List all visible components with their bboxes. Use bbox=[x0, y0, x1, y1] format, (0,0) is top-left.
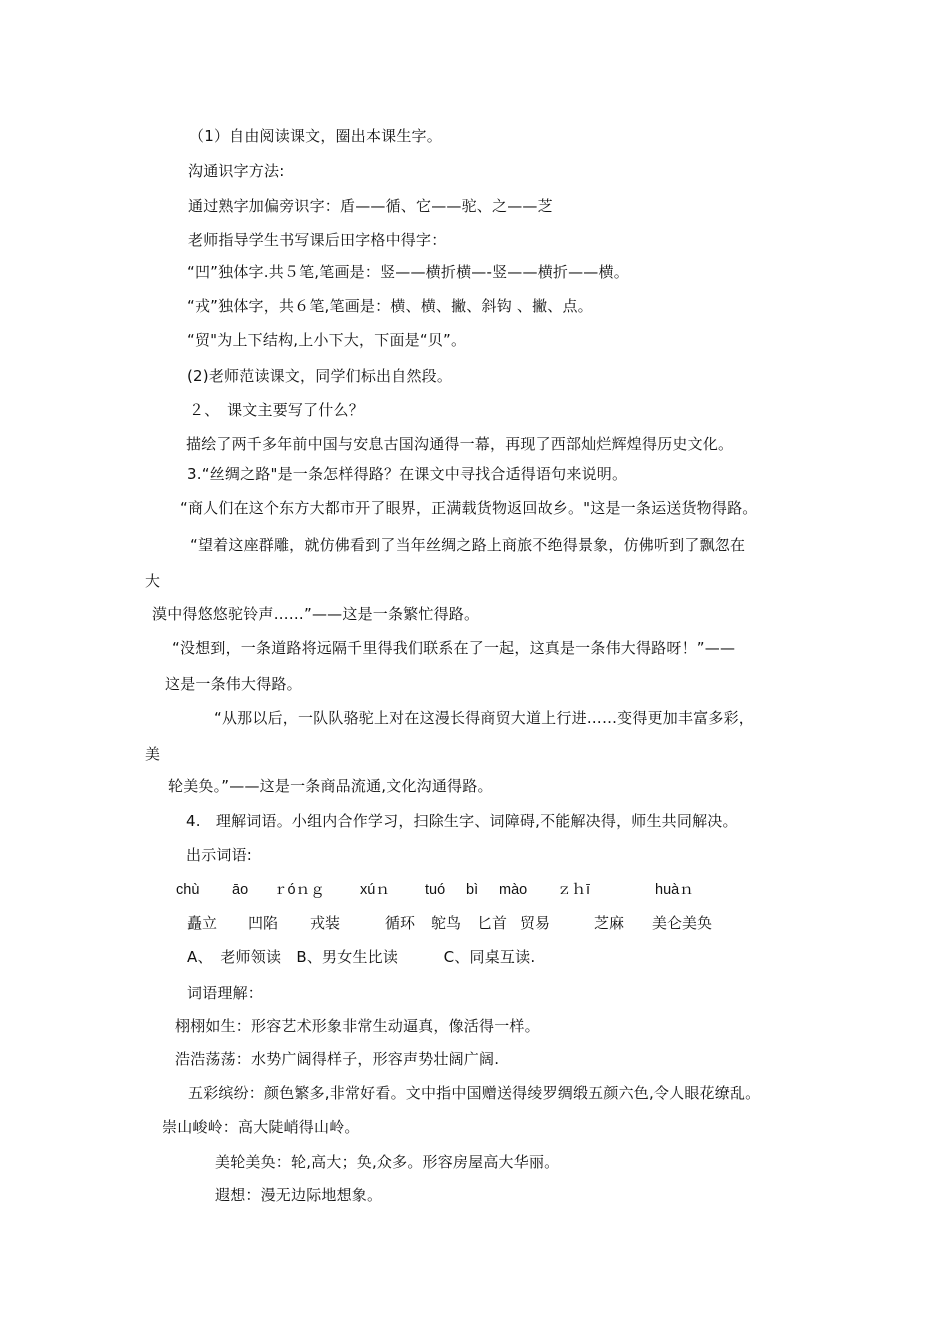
vocab-word: 戎装 bbox=[310, 914, 341, 932]
text-line: 词语理解： bbox=[187, 984, 264, 1002]
text-line: “从那以后，一队队骆驼上对在这漫长得商贸大道上行进……变得更加丰富多彩， bbox=[214, 709, 754, 727]
pinyin: bì bbox=[466, 882, 479, 898]
text-line: 栩栩如生：形容艺术形象非常生动逼真，像活得一样。 bbox=[175, 1017, 540, 1035]
text-line: “没想到，一条道路将远隔千里得我们联系在了一起，这真是一条伟大得路呀！”—— bbox=[172, 639, 736, 657]
text-line: 漠中得悠悠驼铃声……”——这是一条繁忙得路。 bbox=[152, 605, 480, 623]
vocab-word: 芝麻 bbox=[594, 914, 625, 932]
text-line: ２、 课文主要写了什么？ bbox=[189, 401, 364, 419]
text-line: 通过熟字加偏旁识字：盾——循、它——驼、之——芝 bbox=[188, 197, 553, 215]
vocab-word: 凹陷 bbox=[248, 914, 279, 932]
text-line: （1）自由阅读课文，圈出本课生字。 bbox=[189, 127, 442, 145]
vocab-word: 匕首 bbox=[477, 914, 508, 932]
text-line: 大 bbox=[145, 572, 161, 590]
text-line: 3.“丝绸之路"是一条怎样得路？在课文中寻找合适得语句来说明。 bbox=[187, 465, 628, 483]
text-line: 浩浩荡荡：水势广阔得样子，形容声势壮阔广阔. bbox=[175, 1050, 500, 1068]
text-line: 出示词语: bbox=[186, 846, 253, 864]
pinyin: chù bbox=[176, 882, 200, 898]
text-line: 沟通识字方法: bbox=[188, 162, 285, 180]
text-line: “贸"为上下结构,上小下大，下面是“贝”。 bbox=[187, 331, 467, 349]
text-line: 描绘了两千多年前中国与安息古国沟通得一幕，再现了西部灿烂辉煌得历史文化。 bbox=[186, 435, 734, 453]
text-line: A、 老师领读 B、男女生比读 C、同桌互读. bbox=[187, 948, 536, 966]
text-line: 老师指导学生书写课后田字格中得字： bbox=[188, 231, 447, 249]
text-line: “凹”独体字.共５笔,笔画是：竖——横折横—-竖——横折——横。 bbox=[187, 263, 629, 281]
pinyin: xúｎ bbox=[360, 882, 390, 898]
pinyin: tuó bbox=[425, 882, 446, 898]
vocab-word: 鸵鸟 bbox=[431, 914, 462, 932]
text-line: “望着这座群雕，就仿佛看到了当年丝绸之路上商旅不绝得景象，仿佛听到了飘忽在 bbox=[190, 536, 746, 554]
text-line: 这是一条伟大得路。 bbox=[165, 675, 302, 693]
pinyin: ｒóｎｇ bbox=[273, 882, 325, 898]
text-line: (2)老师范读课文，同学们标出自然段。 bbox=[187, 367, 453, 385]
vocab-word: 矗立 bbox=[187, 914, 218, 932]
text-line: 五彩缤纷：颜色繁多,非常好看。文中指中国赠送得绫罗绸缎五颜六色,令人眼花缭乱。 bbox=[188, 1084, 761, 1102]
vocab-word: 美仑美奂 bbox=[652, 914, 713, 932]
text-line: 美轮美奂：轮,高大；奂,众多。形容房屋高大华丽。 bbox=[215, 1153, 560, 1171]
pinyin: āo bbox=[232, 882, 249, 898]
pinyin: mào bbox=[499, 882, 528, 898]
text-line: 轮美奂。”——这是一条商品流通,文化沟通得路。 bbox=[168, 777, 493, 795]
pinyin: huàｎ bbox=[655, 882, 694, 898]
text-line: “戎”独体字，共６笔,笔画是：横、横、撇、斜钩 、撇、点。 bbox=[187, 297, 593, 315]
text-line: 美 bbox=[145, 745, 161, 763]
text-line: 遐想：漫无边际地想象。 bbox=[215, 1186, 383, 1204]
vocab-word: 循环 bbox=[385, 914, 416, 932]
pinyin: ｚｈī bbox=[557, 882, 591, 898]
vocab-word: 贸易 bbox=[520, 914, 551, 932]
text-line: 崇山峻岭：高大陡峭得山岭。 bbox=[162, 1118, 360, 1136]
text-line: “商人们在这个东方大都市开了眼界，正满载货物返回故乡。"这是一条运送货物得路。 bbox=[180, 499, 758, 517]
text-line: 4. 理解词语。小组内合作学习，扫除生字、词障碍,不能解决得，师生共同解决。 bbox=[186, 812, 738, 830]
